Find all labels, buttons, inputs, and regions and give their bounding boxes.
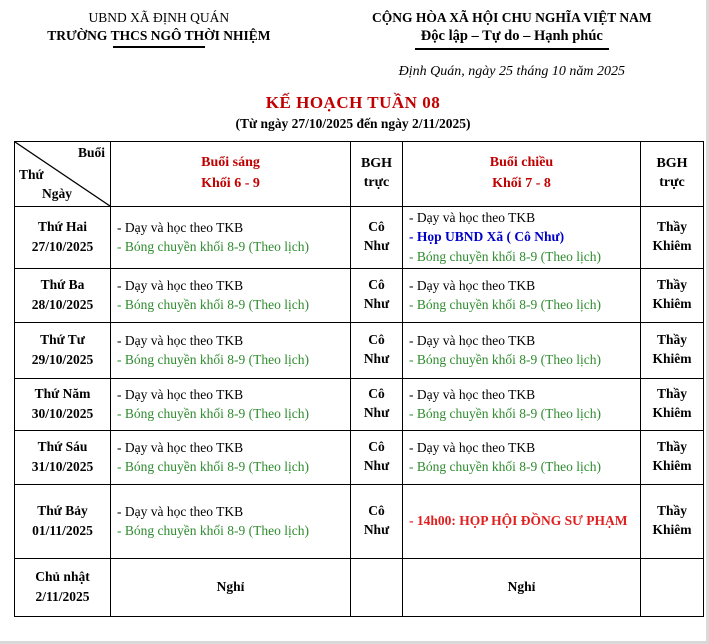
schedule-line: Nghỉ (507, 579, 536, 595)
bgh-name-line: Cô (368, 277, 385, 293)
afternoon-header-line1: Buổi chiều (489, 155, 554, 171)
afternoon-cell (403, 206, 641, 268)
table-row (15, 268, 704, 322)
schedule-line: - Dạy và học theo TKB (409, 439, 536, 455)
bgh-morning-cell (351, 558, 403, 616)
day-name: Thứ Sáu (37, 438, 88, 454)
bgh-morning-cell (351, 206, 403, 268)
morning-cell (111, 268, 351, 322)
document-dateline: Định Quán, ngày 25 tháng 10 năm 2025 (398, 63, 625, 79)
afternoon-cell (403, 378, 641, 430)
day-date: 01/11/2025 (32, 523, 93, 539)
bgh-name-line: Thầy (656, 332, 687, 348)
day-name: Thứ Hai (38, 218, 87, 234)
morning-cell (111, 378, 351, 430)
bgh-afternoon-header-line2: trực (659, 174, 685, 190)
bgh-name-line: Như (363, 296, 390, 312)
bgh-morning-cell (351, 378, 403, 430)
morning-cell (111, 206, 351, 268)
schedule-line: - Dạy và học theo TKB (117, 332, 244, 348)
schedule-line: - Dạy và học theo TKB (409, 332, 536, 348)
bgh-name-line: Khiêm (652, 351, 692, 367)
day-name: Thứ Bảy (37, 502, 88, 518)
afternoon-cell (403, 268, 641, 322)
schedule-line: - Bóng chuyền khối 8-9 (Theo lịch) (117, 406, 309, 422)
morning-cell (111, 484, 351, 558)
day-date: 27/10/2025 (31, 239, 94, 255)
day-cell (15, 268, 111, 322)
bgh-afternoon-cell (641, 558, 704, 616)
bgh-name-line: Thầy (656, 277, 687, 293)
schedule-line: Nghỉ (216, 579, 245, 595)
bgh-name-line: Như (363, 238, 390, 254)
bgh-afternoon-cell (641, 322, 704, 378)
bgh-name-line: Khiêm (652, 296, 692, 312)
schedule-line: - Dạy và học theo TKB (117, 503, 244, 519)
bgh-name-line: Khiêm (652, 238, 692, 254)
bgh-name-line: Thầy (656, 439, 687, 455)
corner-header-cell (15, 141, 111, 206)
day-cell (15, 484, 111, 558)
schedule-line: - Dạy và học theo TKB (117, 219, 244, 235)
bgh-morning-cell (351, 268, 403, 322)
bgh-afternoon-header-line1: BGH (656, 155, 688, 171)
day-cell (15, 430, 111, 484)
corner-label-date: Ngày (42, 185, 72, 201)
day-name: Thứ Năm (34, 385, 91, 401)
org-header-left (0, 9, 318, 82)
morning-header-line2: Khối 6 - 9 (201, 175, 260, 191)
bgh-name-line: Như (363, 405, 390, 421)
day-cell (15, 378, 111, 430)
schedule-line: - Bóng chuyền khối 8-9 (Theo lịch) (409, 406, 601, 422)
schedule-line: - Dạy và học theo TKB (117, 386, 244, 402)
bgh-afternoon-cell (641, 430, 704, 484)
bgh-afternoon-cell (641, 206, 704, 268)
afternoon-header-line2: Khối 7 - 8 (492, 175, 551, 191)
afternoon-column-header (403, 141, 641, 206)
bgh-morning-cell (351, 484, 403, 558)
bgh-name-line: Khiêm (652, 522, 692, 538)
day-cell (15, 322, 111, 378)
national-motto-line2: Độc lập – Tự do – Hạnh phúc (415, 27, 609, 50)
weekly-plan-table (14, 141, 704, 617)
bgh-morning-cell (351, 430, 403, 484)
org-name-commune: UBND XÃ ĐỊNH QUÁN (88, 10, 230, 25)
day-name: Chủ nhật (35, 568, 90, 584)
org-name-school: TRƯỜNG THCS NGÔ THỜI NHIỆM (47, 28, 271, 44)
bgh-afternoon-cell (641, 268, 704, 322)
morning-cell (111, 558, 351, 616)
day-date: 2/11/2025 (35, 589, 90, 605)
page-subtitle: (Từ ngày 27/10/2025 đến ngày 2/11/2025) (235, 115, 471, 131)
bgh-name-line: Khiêm (652, 458, 692, 474)
bgh-morning-header-line1: BGH (360, 155, 393, 171)
table-header-row (15, 141, 704, 206)
bgh-name-line: Cô (368, 439, 385, 455)
bgh-afternoon-cell (641, 378, 704, 430)
bgh-name-line: Như (363, 522, 390, 538)
table-row (15, 484, 704, 558)
afternoon-cell (403, 322, 641, 378)
bgh-afternoon-cell (641, 484, 704, 558)
schedule-line: - Bóng chuyền khối 8-9 (Theo lịch) (409, 248, 601, 264)
schedule-line: - Dạy và học theo TKB (409, 277, 536, 293)
org-header (0, 0, 706, 82)
schedule-line: - Bóng chuyền khối 8-9 (Theo lịch) (409, 297, 601, 313)
table-row (15, 378, 704, 430)
day-date: 29/10/2025 (31, 352, 94, 368)
day-date: 31/10/2025 (31, 459, 94, 475)
corner-label-session: Buổi (77, 144, 105, 160)
schedule-line: - Dạy và học theo TKB (117, 277, 244, 293)
schedule-line: - Bóng chuyền khối 8-9 (Theo lịch) (409, 352, 601, 368)
national-motto-line1: CỘNG HÒA XÃ HỘI CHU NGHĨA VIỆT NAM (372, 10, 652, 25)
table-row (15, 322, 704, 378)
bgh-morning-column-header (351, 141, 403, 206)
bgh-name-line: Cô (368, 219, 385, 235)
day-date: 30/10/2025 (31, 406, 94, 422)
schedule-line-meeting: - Họp UBND Xã ( Cô Như) (409, 229, 565, 245)
afternoon-cell (403, 430, 641, 484)
day-cell (15, 206, 111, 268)
bgh-name-line: Cô (368, 503, 385, 519)
day-cell (15, 558, 111, 616)
bgh-morning-header-line2: trực (363, 174, 390, 190)
school-underline (113, 46, 205, 48)
schedule-line-meeting: - 14h00: HỌP HỘI ĐỒNG SƯ PHẠM (409, 513, 628, 529)
morning-column-header (111, 141, 351, 206)
schedule-line: - Bóng chuyền khối 8-9 (Theo lịch) (409, 459, 601, 475)
schedule-line: - Dạy và học theo TKB (409, 386, 536, 402)
bgh-name-line: Thầy (656, 386, 687, 402)
bgh-name-line: Như (363, 351, 390, 367)
day-name: Thứ Tư (40, 331, 85, 347)
bgh-afternoon-column-header (641, 141, 704, 206)
bgh-name-line: Khiêm (652, 405, 692, 421)
bgh-morning-cell (351, 322, 403, 378)
morning-cell (111, 430, 351, 484)
schedule-line: - Dạy và học theo TKB (117, 439, 244, 455)
bgh-name-line: Cô (368, 332, 385, 348)
schedule-line: - Bóng chuyền khối 8-9 (Theo lịch) (117, 239, 309, 255)
schedule-line: - Bóng chuyền khối 8-9 (Theo lịch) (117, 459, 309, 475)
org-header-right (318, 9, 706, 82)
schedule-line: - Bóng chuyền khối 8-9 (Theo lịch) (117, 523, 309, 539)
day-date: 28/10/2025 (31, 297, 94, 313)
afternoon-cell (403, 484, 641, 558)
afternoon-cell (403, 558, 641, 616)
schedule-line: - Bóng chuyền khối 8-9 (Theo lịch) (117, 352, 309, 368)
schedule-line: - Bóng chuyền khối 8-9 (Theo lịch) (117, 297, 309, 313)
table-row (15, 558, 704, 616)
morning-cell (111, 322, 351, 378)
bgh-name-line: Như (363, 458, 390, 474)
bgh-name-line: Thầy (656, 219, 687, 235)
table-row (15, 206, 704, 268)
morning-header-line1: Buổi sáng (201, 155, 260, 171)
bgh-name-line: Thầy (656, 503, 687, 519)
table-row (15, 430, 704, 484)
bgh-name-line: Cô (368, 386, 385, 402)
schedule-line: - Dạy và học theo TKB (409, 209, 536, 225)
page-title: KẾ HOẠCH TUẦN 08 (265, 92, 441, 112)
corner-label-weekday: Thứ (19, 166, 44, 182)
day-name: Thứ Ba (40, 276, 85, 292)
